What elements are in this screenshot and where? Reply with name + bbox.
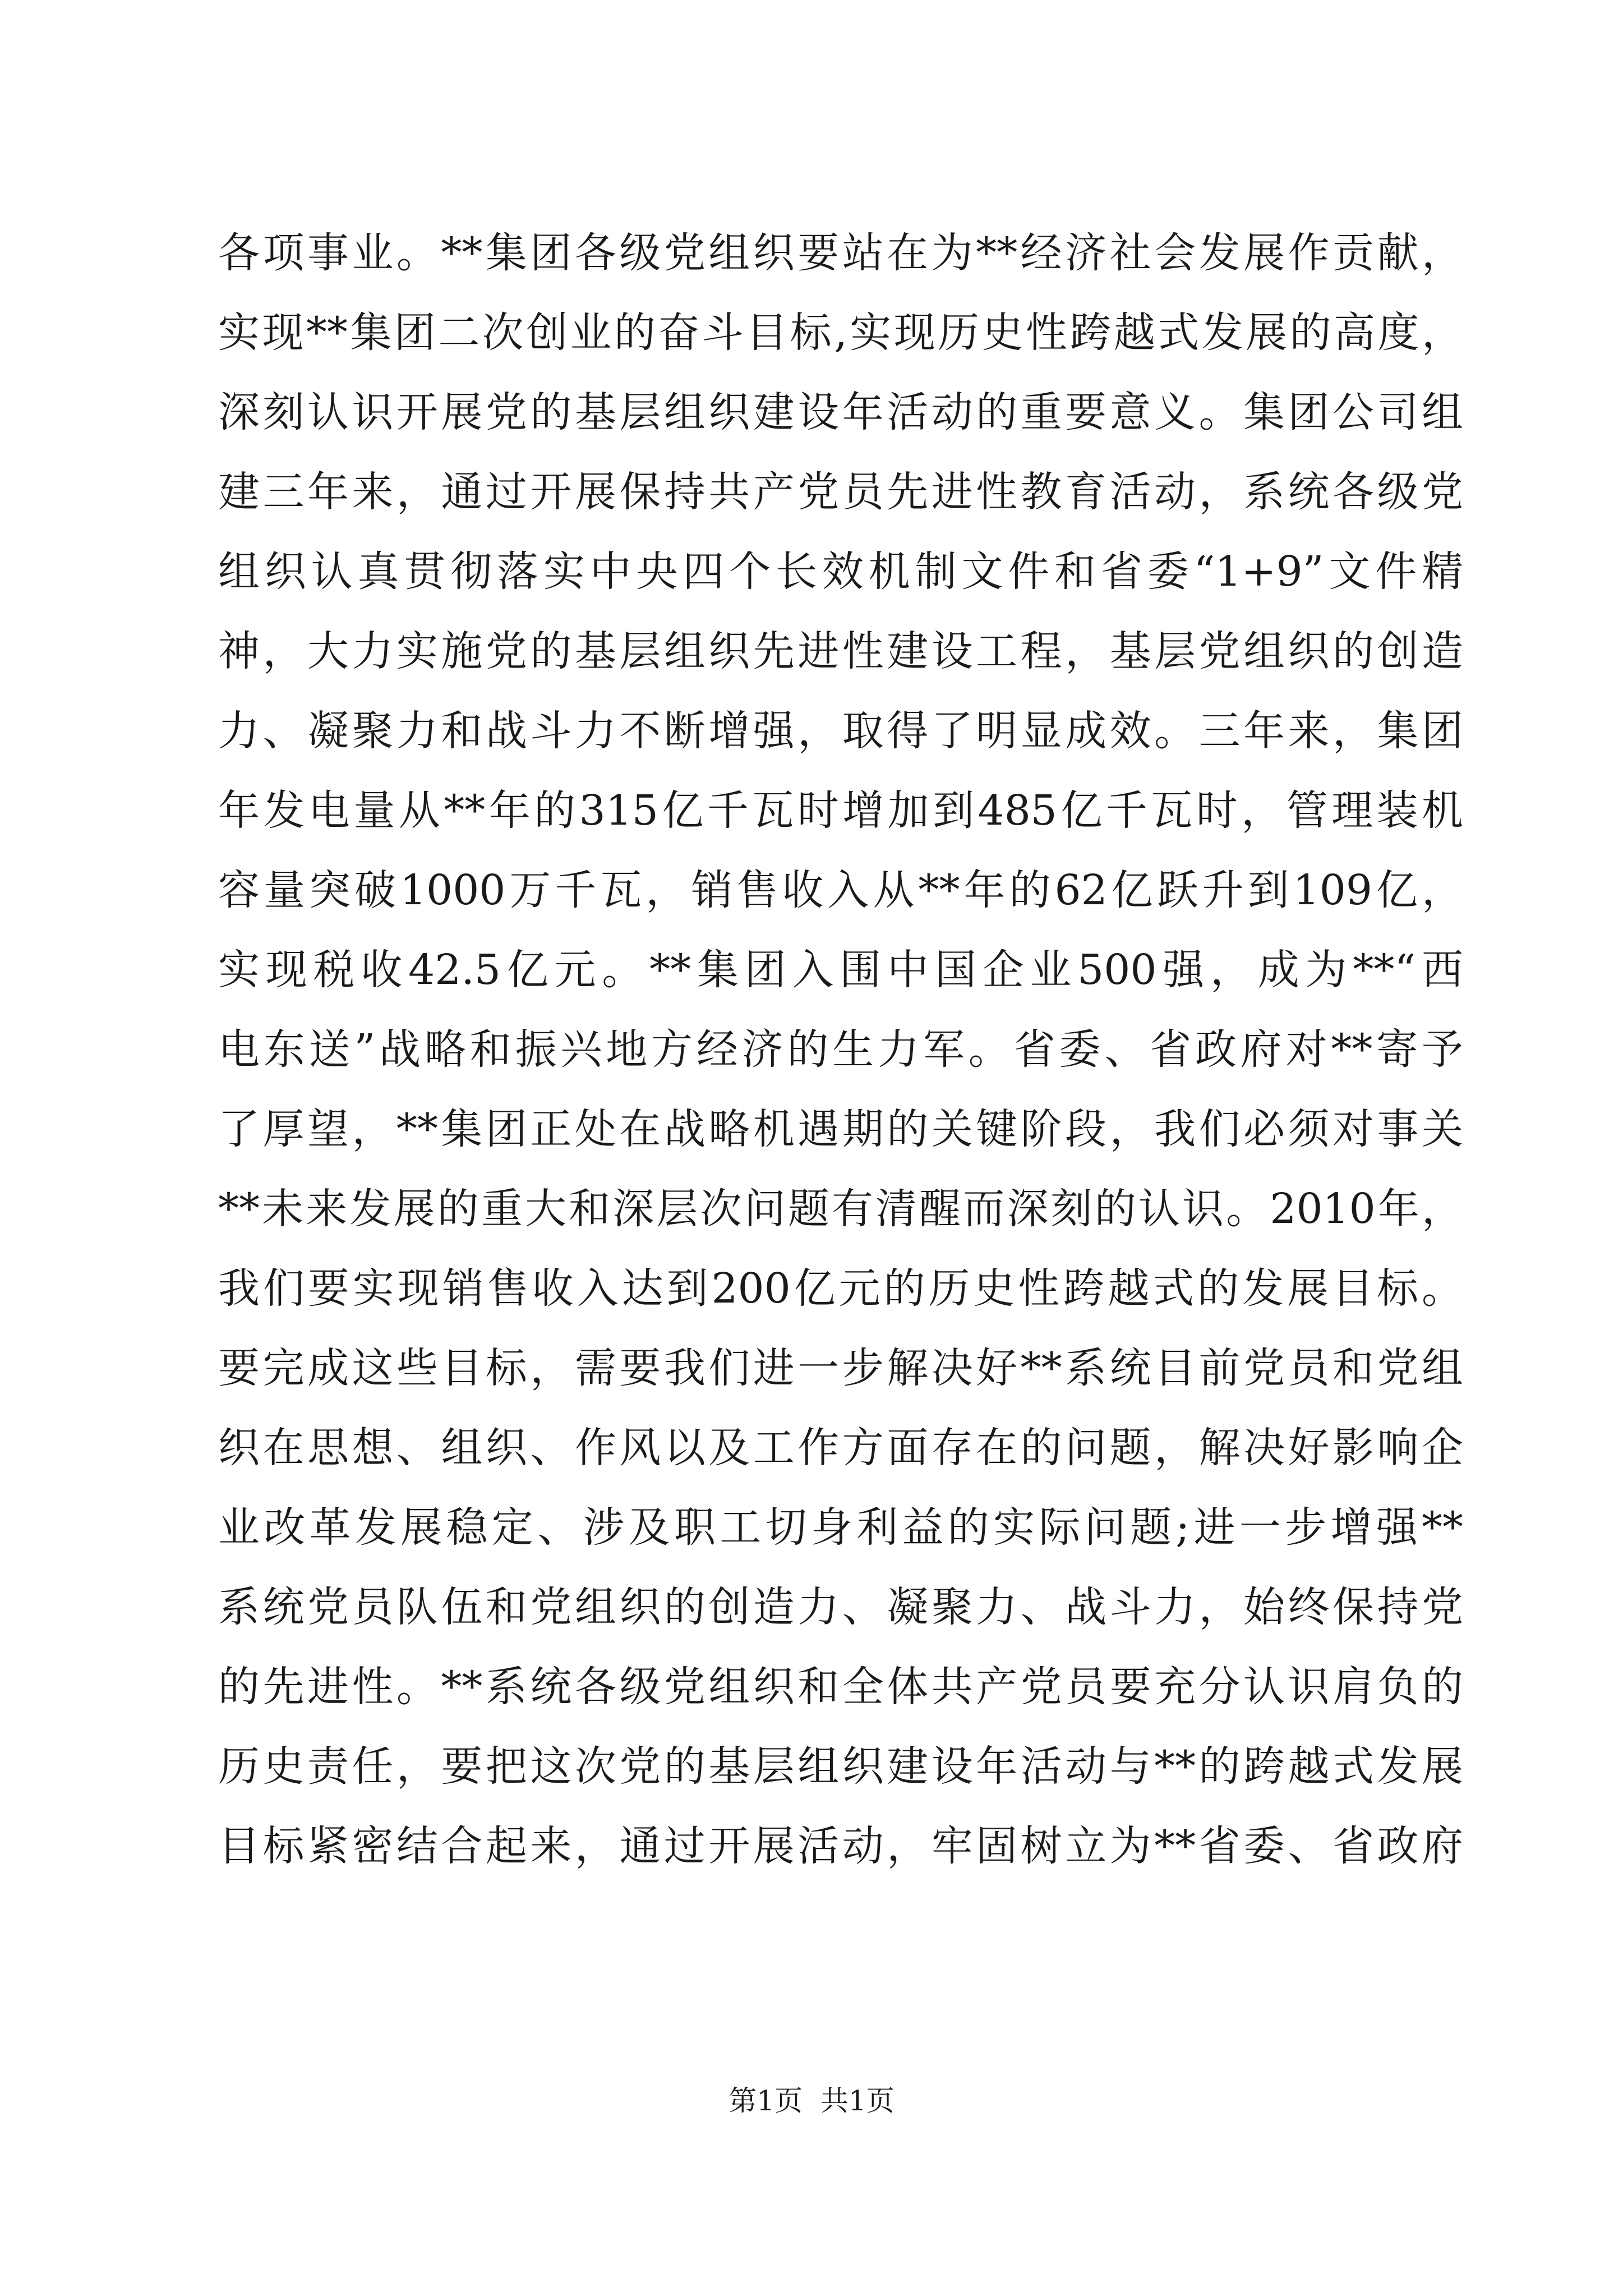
text-line: 各项事业。**集团各级党组织要站在为**经济社会发展作贡献，	[218, 229, 1463, 277]
text-line: **未来发展的重大和深层次问题有清醒而深刻的认识。2010年，	[218, 1185, 1463, 1233]
text-line: 了厚望，**集团正处在战略机遇期的关键阶段，我们必须对事关	[218, 1105, 1463, 1153]
text-line: 目标紧密结合起来，通过开展活动，牢固树立为**省委、省政府	[218, 1822, 1463, 1870]
text-line: 建三年来，通过开展保持共产党员先进性教育活动，系统各级党	[218, 468, 1463, 516]
text-line: 我们要实现销售收入达到200亿元的历史性跨越式的发展目标。	[218, 1264, 1463, 1313]
text-line: 深刻认识开展党的基层组织建设年活动的重要意义。集团公司组	[218, 388, 1463, 436]
body-text	[218, 213, 1463, 1886]
text-line: 实现税收42.5亿元。**集团入围中国企业500强，成为**“西	[218, 946, 1463, 994]
text-line: 容量突破1000万千瓦，销售收入从**年的62亿跃升到109亿，	[218, 866, 1463, 914]
text-line: 织在思想、组织、作风以及工作方面存在的问题，解决好影响企	[218, 1424, 1463, 1472]
page-footer: 第1页 共1页	[728, 2085, 895, 2117]
text-line: 历史责任，要把这次党的基层组织建设年活动与**的跨越式发展	[218, 1742, 1463, 1791]
text-line: 业改革发展稳定、涉及职工切身利益的实际问题;进一步增强**	[218, 1503, 1463, 1552]
text-line: 年发电量从**年的315亿千瓦时增加到485亿千瓦时，管理装机	[218, 786, 1463, 835]
text-line: 神，大力实施党的基层组织先进性建设工程，基层党组织的创造	[218, 627, 1463, 675]
text-line: 的先进性。**系统各级党组织和全体共产党员要充分认识肩负的	[218, 1663, 1463, 1711]
text-line: 系统党员队伍和党组织的创造力、凝聚力、战斗力，始终保持党	[218, 1583, 1463, 1631]
text-line: 力、凝聚力和战斗力不断增强，取得了明显成效。三年来，集团	[218, 707, 1463, 755]
text-line: 要完成这些目标，需要我们进一步解决好**系统目前党员和党组	[218, 1344, 1463, 1392]
text-line: 实现**集团二次创业的奋斗目标,实现历史性跨越式发展的高度，	[218, 309, 1463, 357]
text-line: 组织认真贯彻落实中央四个长效机制文件和省委“1+9”文件精	[218, 547, 1463, 596]
text-line: 电东送”战略和振兴地方经济的生力军。省委、省政府对**寄予	[218, 1025, 1463, 1074]
